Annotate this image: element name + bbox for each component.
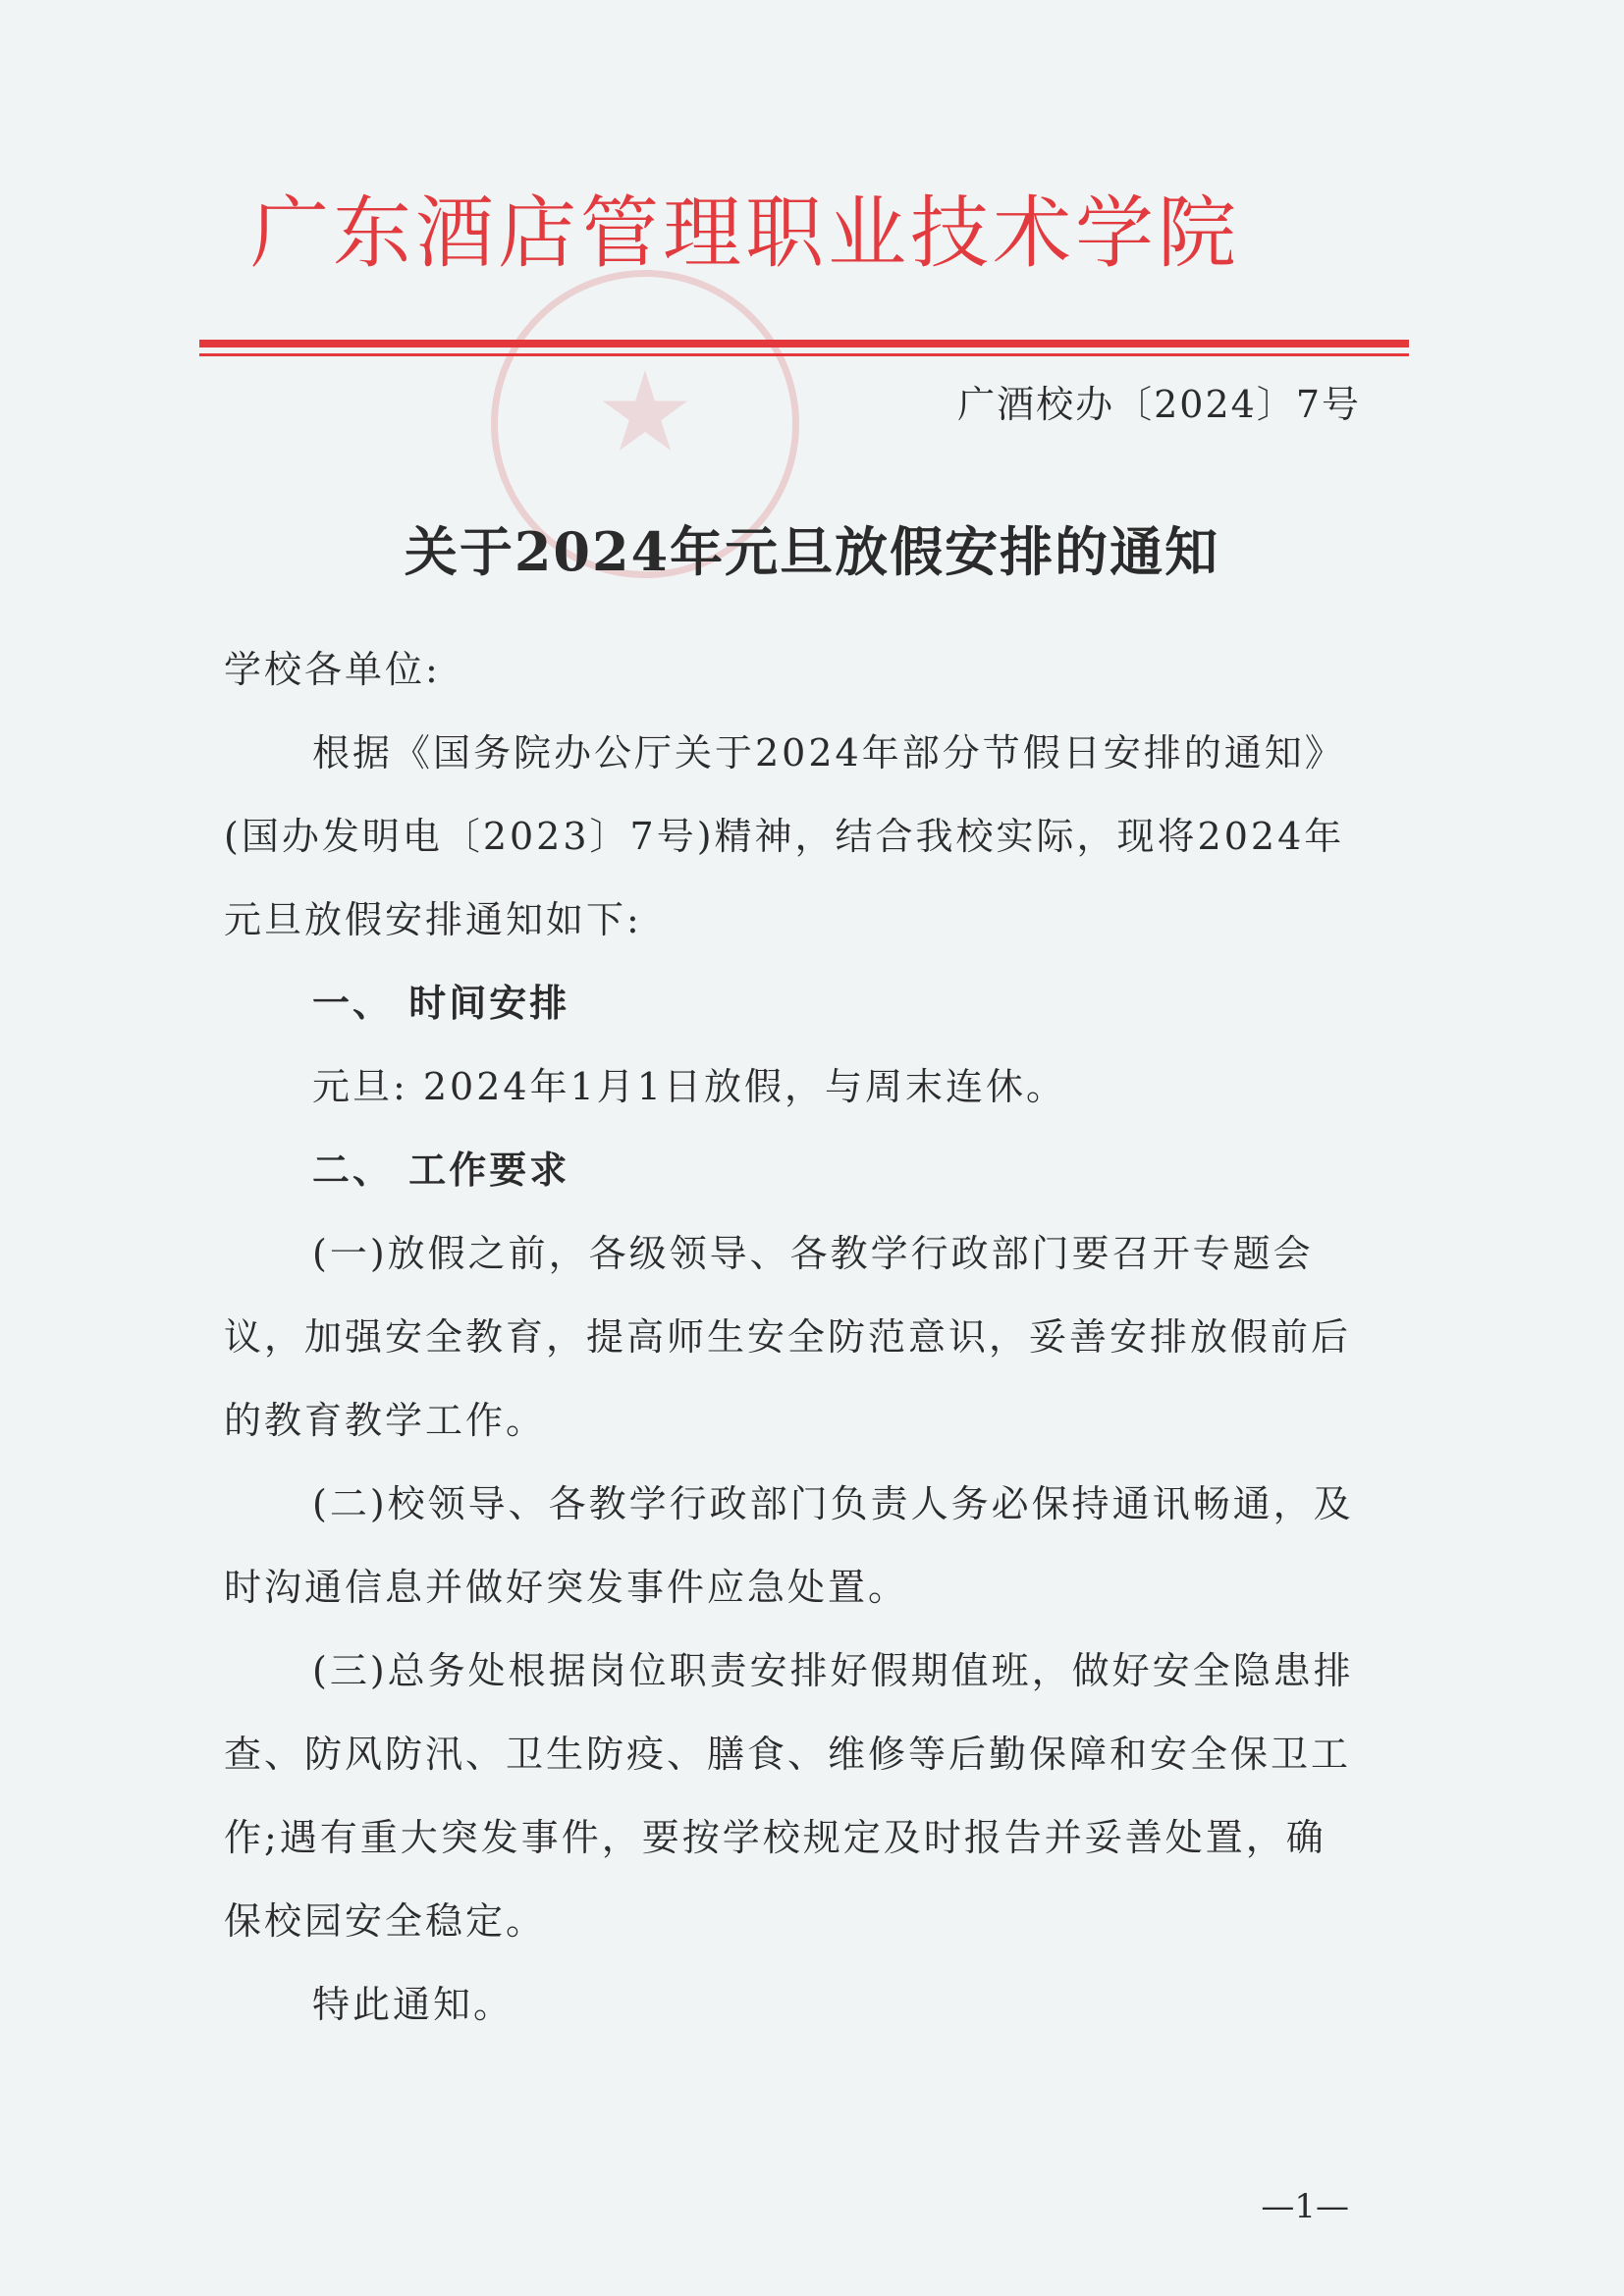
org-title: 广东酒店管理职业技术学院: [250, 187, 1240, 279]
notice-title: 关于2024年元旦放假安排的通知: [404, 520, 1220, 583]
salutation: 学校各单位:: [224, 648, 441, 691]
document-number: 广酒校办〔2024〕7号: [957, 383, 1361, 426]
section-1-text: 元旦: 2024年1月1日放假，与周末连休。: [312, 1065, 1066, 1108]
section-2-item-2: (二)校领导、各教学行政部门负责人务必保持通讯畅通，及时沟通信息并做好突发事件应急处置。: [224, 1482, 1354, 1609]
section-1-heading: 一、 时间安排: [312, 982, 570, 1025]
section-2-item-3: (三)总务处根据岗位职责安排好假期值班，做好安全隐患排查、防风防汛、卫生防疫、膳食、维修等后勤保障和安全保卫工作;遇有重大突发事件，要按学校规定及时报告并妥善处置，确保校园安全稳定。: [224, 1649, 1354, 1943]
header-rule-thick: [199, 340, 1409, 347]
notice-body: [224, 628, 1363, 2047]
intro-paragraph: 根据《国务院办公厅关于2024年部分节假日安排的通知》(国办发明电〔2023〕7号)精神，结合我校实际，现将2024年元旦放假安排通知如下:: [224, 731, 1345, 941]
closing-line: 特此通知。: [312, 1983, 514, 2026]
section-2-heading: 二、 工作要求: [312, 1148, 570, 1192]
header-rule-thin: [199, 353, 1409, 356]
page-number: —1—: [1261, 2187, 1349, 2226]
section-2-item-1: (一)放假之前，各级领导、各教学行政部门要召开专题会议，加强安全教育，提高师生安全防范意识，妥善安排放假前后的教育教学工作。: [224, 1232, 1352, 1442]
